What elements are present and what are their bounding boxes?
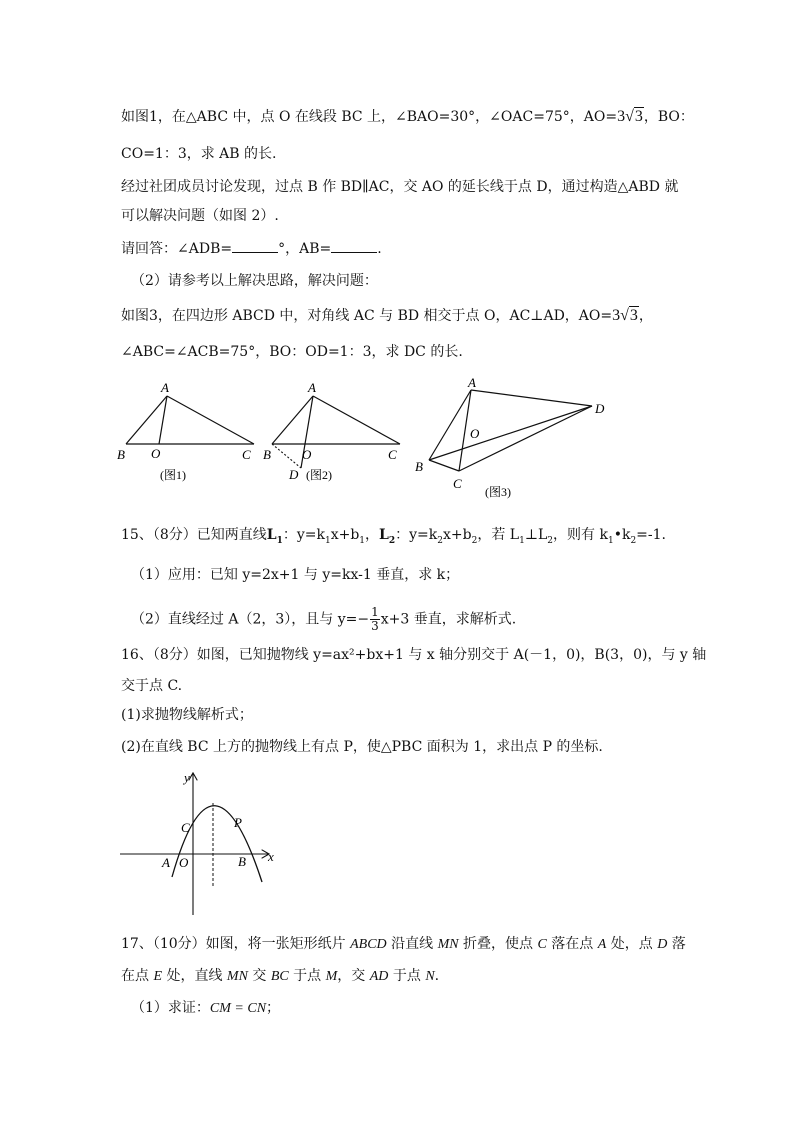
text-segment: L: [379, 527, 389, 543]
fig1-label-C: C: [242, 447, 251, 462]
math-E: E: [153, 969, 163, 984]
subscript: 2: [388, 535, 396, 546]
q16-line-3: (1)求抛物线解析式；: [121, 707, 253, 723]
math-BC: BC: [270, 969, 289, 984]
text-segment: ，: [638, 308, 653, 324]
radical-3-sqrt-3: 3√3: [617, 108, 643, 125]
text-segment: 处，点: [606, 936, 658, 952]
text-line-2: CO=1：3，求 AB 的长.: [121, 146, 277, 162]
fig1-caption: (图1): [160, 468, 186, 482]
text-line-6: （2）请参考以上解决思路，解决问题：: [131, 273, 378, 289]
text-segment: =-1.: [636, 527, 666, 543]
fig3-label-C: C: [453, 476, 462, 491]
text-segment: （2）直线经过 A（2，3），且与 y=−: [131, 611, 370, 628]
math-C: C: [537, 937, 547, 952]
figure-3: [415, 375, 605, 499]
fraction-numerator: 1: [371, 605, 379, 619]
label-y: y: [184, 770, 190, 785]
text-segment: •k: [613, 527, 631, 543]
subscript: 1: [519, 535, 525, 546]
text-segment: ，交: [337, 968, 370, 984]
q16-line-2: 交于点 C.: [121, 678, 183, 694]
label-P: P: [234, 815, 242, 830]
label-O: O: [179, 855, 189, 870]
text-line-3: 经过社团成员讨论发现，过点 B 作 BD∥AC，交 AO 的延长线于点 D，通过构造△ABD 就: [121, 179, 679, 195]
fig1-label-B: B: [117, 447, 125, 462]
text-segment: ：y=k: [282, 527, 325, 543]
fig1-label-A: A: [161, 380, 169, 395]
math-ABCD: ABCD: [350, 937, 387, 952]
subscript: 2: [547, 535, 554, 546]
text-segment: ，若 L: [477, 527, 520, 543]
subscript: 1: [607, 535, 614, 546]
answer-blank-length[interactable]: [331, 240, 377, 253]
fig2-label-A: A: [308, 380, 316, 395]
fig3-label-B: B: [415, 459, 423, 474]
parabola-figure: [115, 765, 285, 920]
text-segment: 如图3，在四边形 ABCD 中，对角线 AC 与 BD 相交于点 O，AC⊥AD，AO=: [121, 308, 613, 324]
fig2-label-C: C: [388, 447, 397, 462]
math-CM-equals-CN: CM = CN: [209, 1001, 267, 1016]
text-segment: °，AB=: [278, 241, 332, 257]
math-AD: AD: [369, 969, 389, 984]
subscript: 2: [630, 535, 637, 546]
text-segment: 请回答：∠ADB=: [121, 241, 233, 257]
fig3-label-O: O: [470, 426, 480, 441]
answer-blank-angle[interactable]: [232, 240, 278, 253]
label-C: C: [181, 820, 190, 835]
text-line-5: [121, 240, 382, 258]
math-M: M: [325, 969, 338, 984]
text-segment: 落: [667, 936, 686, 952]
radical-value: 3: [629, 307, 638, 324]
text-segment: 15、（8分）已知两直线: [121, 527, 267, 543]
fig3-caption: (图3): [485, 485, 511, 499]
figure-1: [117, 380, 254, 482]
subscript: 2: [437, 535, 443, 546]
text-segment: 如图1，在△ABC 中，点 O 在线段 BC 上，∠BAO=30°，∠OAC=75°，AO=: [121, 109, 618, 125]
parabola-curve: [172, 806, 262, 882]
text-line-8: ∠ABC=∠ACB=75°，BO：OD=1：3，求 DC 的长.: [121, 344, 463, 360]
radical-coef: 3: [617, 108, 626, 125]
fraction-denominator: 3: [371, 619, 379, 633]
radical-coef: 3: [612, 307, 621, 324]
subscript: 1: [276, 535, 283, 546]
fig1-label-O: O: [151, 446, 161, 461]
text-segment: 于点: [388, 968, 426, 984]
text-segment: ，BO：: [643, 109, 694, 125]
text-segment: 在点: [121, 968, 154, 984]
text-segment: ，则有 k: [553, 527, 608, 543]
text-line-7: [121, 307, 653, 325]
subscript: 1: [324, 535, 331, 546]
q15-part-1: （1）应用：已知 y=2x+1 与 y=kx-1 垂直，求 k；: [131, 567, 460, 583]
radical-value: 3: [634, 108, 643, 125]
q17-line-2: [121, 967, 439, 986]
geometry-figures: [110, 375, 630, 505]
q16-line-1: 16、（8分）如图，已知抛物线 y=ax²+bx+1 与 x 轴分别交于 A(－1，0)，B(3，0)，与 y 轴: [121, 647, 707, 663]
text-line-4: 可以解决问题（如图 2）.: [121, 208, 279, 224]
text-segment: 沿直线: [386, 936, 438, 952]
figure-2: [263, 380, 400, 482]
text-segment: 交: [247, 968, 271, 984]
label-B: B: [238, 854, 246, 869]
text-segment: L: [266, 527, 277, 543]
label-A: A: [162, 855, 170, 870]
text-segment: 处，直线: [162, 968, 227, 984]
fig2-label-B: B: [263, 447, 271, 462]
math-A: A: [597, 937, 607, 952]
text-segment: ⊥L: [524, 527, 548, 543]
radical-3-sqrt-3: 3√3: [612, 307, 638, 324]
text-segment: .: [377, 241, 382, 257]
label-x: x: [268, 849, 274, 864]
math-D: D: [657, 937, 668, 952]
q17-line-1: [121, 935, 686, 954]
text-segment: x+3 垂直，求解析式.: [380, 611, 517, 628]
q17-part-1: [131, 999, 280, 1018]
text-segment: 17、（10分）如图，将一张矩形纸片: [121, 936, 351, 952]
text-segment: ，: [365, 527, 380, 543]
subscript: 2: [471, 535, 478, 546]
q16-line-4: (2)在直线 BC 上方的抛物线上有点 P，使△PBC 面积为 1，求出点 P 的坐标.: [121, 739, 603, 755]
text-segment: .: [434, 968, 440, 984]
text-line-1: [121, 108, 694, 126]
text-segment: 于点: [288, 968, 326, 984]
math-MN: MN: [226, 969, 248, 984]
text-segment: x+b: [443, 527, 472, 543]
text-segment: x+b: [330, 527, 360, 543]
fraction-one-third: [370, 606, 380, 633]
fig2-label-D: D: [289, 467, 299, 482]
text-segment: 折叠，使点: [458, 936, 538, 952]
fig2-caption: (图2): [306, 468, 332, 482]
fig3-label-D: D: [595, 401, 605, 416]
fig2-label-O: O: [302, 447, 312, 462]
fig3-label-A: A: [468, 375, 476, 390]
subscript: 1: [359, 535, 366, 546]
text-segment: ：y=k: [395, 527, 438, 543]
q15-part-2: [131, 606, 516, 633]
text-segment: 落在点: [546, 936, 598, 952]
text-segment: ；: [266, 1000, 281, 1016]
math-MN: MN: [437, 937, 459, 952]
text-segment: （1）求证：: [131, 1000, 210, 1016]
q15-stem: [121, 526, 666, 550]
math-N: N: [425, 969, 435, 984]
